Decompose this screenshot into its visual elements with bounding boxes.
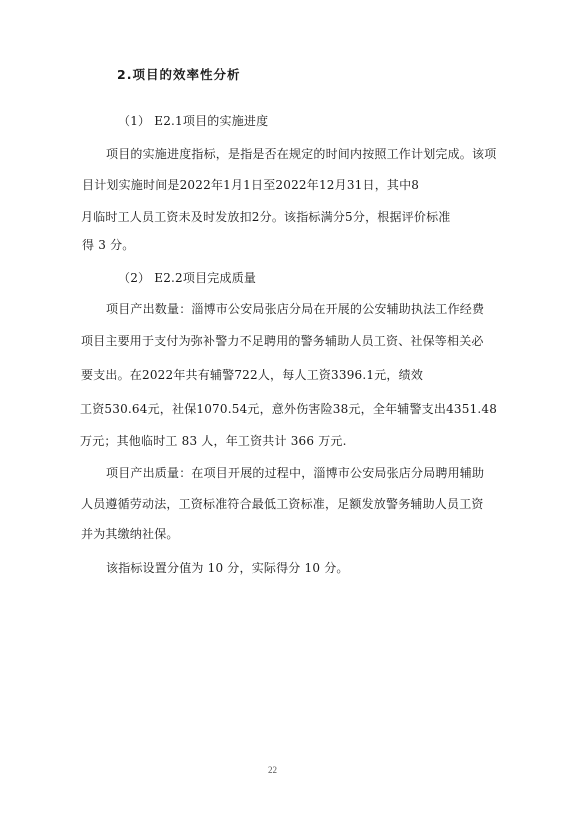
paragraph-line: 要支出。在2022年共有辅警722人，每人工资3396.1元，绩效 — [81, 368, 424, 382]
paragraph-line: 万元；其他临时工 83 人，年工资共计 366 万元. — [80, 434, 347, 448]
paragraph-line: 项目主要用于支付为弥补警力不足聘用的警务辅助人员工资、社保等相关必 — [81, 334, 484, 348]
paragraph-line: 人员遵循劳动法，工资标准符合最低工资标准，足额发放警务辅助人员工资 — [81, 497, 484, 511]
paragraph-line: 工资530.64元，社保1070.54元，意外伤害险38元，全年辅警支出4351.48 — [80, 402, 498, 416]
page-number: 22 — [268, 765, 277, 775]
paragraph-line: 月临时工人员工资未及时发放扣2分。该指标满分5分，根据评价标准 — [81, 210, 451, 224]
paragraph-line: 项目的实施进度指标，是指是否在规定的时间内按照工作计划完成。该项 — [106, 147, 497, 161]
paragraph-line: 项目产出数量：淄博市公安局张店分局在开展的公安辅助执法工作经费 — [106, 302, 485, 316]
paragraph-line: 得 3 分。 — [82, 238, 135, 252]
section-heading: 2.项目的效率性分析 — [117, 67, 241, 82]
paragraph-line: 项目产出质量：在项目开展的过程中，淄博市公安局张店分局聘用辅助 — [106, 466, 485, 480]
paragraph-line: 并为其缴纳社保。 — [81, 527, 179, 541]
paragraph-line: 目计划实施时间是2022年1月1日至2022年12月31日，其中8 — [82, 178, 420, 192]
subsection-1-heading: （1） E2.1项目的实施进度 — [118, 114, 269, 128]
score-line: 该指标设置分值为 10 分，实际得分 10 分。 — [106, 561, 349, 575]
subsection-2-heading: （2） E2.2项目完成质量 — [118, 271, 257, 285]
